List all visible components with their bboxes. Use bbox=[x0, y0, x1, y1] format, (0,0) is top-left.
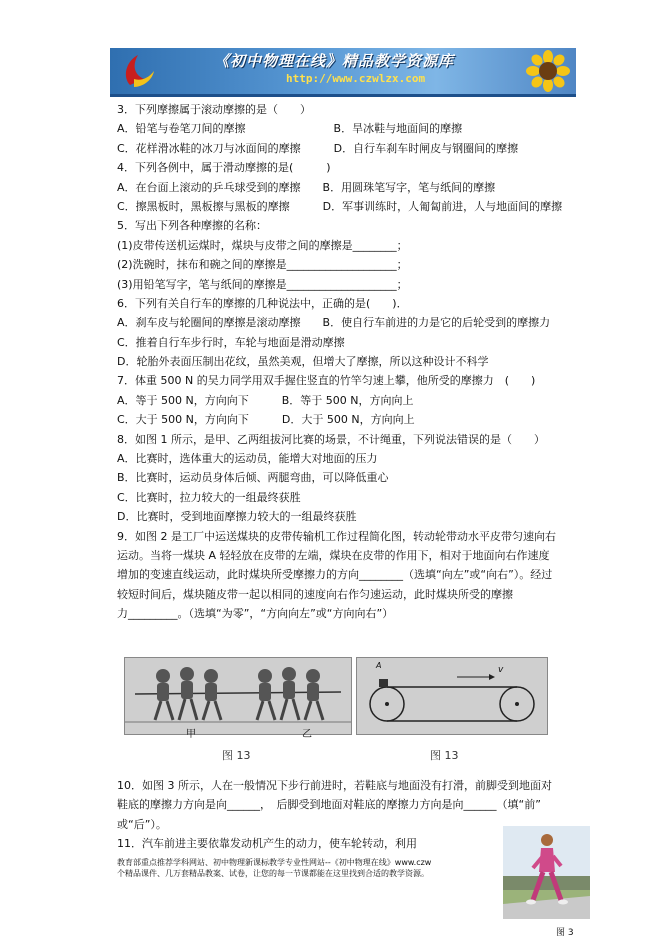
block-label: A bbox=[376, 661, 382, 670]
sunflower-icon bbox=[526, 50, 570, 92]
text-line: 10．如图 3 所示，人在一般情况下步行前进时，若鞋底与地面没有打滑，前脚受到地面对 bbox=[117, 779, 552, 792]
figure-row bbox=[124, 657, 548, 762]
figure-3-caption: 图 3 bbox=[556, 928, 574, 938]
text-line: A．刹车皮与轮圈间的摩擦是滚动摩擦 B．使自行车前进的力是它的后轮受到的摩擦力 bbox=[117, 316, 551, 330]
text-line: 鞋底的摩擦力方向是向______， 后脚受到地面对鞋底的摩擦力方向是向______（填“前” bbox=[117, 798, 541, 812]
text-line: 9．如图 2 是工厂中运送煤块的皮带传输机工作过程简化图，转动轮带动水平皮带匀速向右 bbox=[117, 529, 556, 543]
text-line: C．擦黑板时，黑板擦与黑板的摩擦 D．军事训练时，人匍匐前进，人与地面间的摩擦 bbox=[117, 199, 563, 213]
footer-line: 个精品课件、几万套精品教案、试卷，让您的每一节课都能在这里找到合适的教学资源。 bbox=[117, 869, 429, 878]
text-line: D．比赛时，受到地面摩擦力较大的一组最终获胜 bbox=[117, 510, 357, 524]
text-line: 7．体重 500 N 的吴力同学用双手握住竖直的竹竿匀速上攀，他所受的摩擦力 ( ) bbox=[117, 374, 536, 388]
text-line: A．比赛时，选体重大的运动员，能增大对地面的压力 bbox=[117, 452, 378, 466]
velocity-label: v bbox=[498, 665, 504, 675]
text-line: D．轮胎外表面压制出花纹，虽然美观，但增大了摩擦，所以这种设计不科学 bbox=[117, 355, 489, 369]
text-line: C．比赛时，拉力较大的一组最终获胜 bbox=[117, 490, 301, 504]
footer-line: 教育部重点推荐学科网站、初中物理新课标教学专业性网站--《初中物理在线》www.czw bbox=[117, 858, 432, 867]
text-line: C．花样滑冰鞋的冰刀与冰面间的摩擦 D．自行车刹车时闸皮与钢圈间的摩擦 bbox=[117, 141, 519, 155]
text-line: 4．下列各例中，属于滑动摩擦的是( ) bbox=[117, 161, 331, 175]
text-line: 力_________。（选填“为零”，“方向向左”或“方向向右”） bbox=[117, 607, 394, 621]
text-line: 3．下列摩擦属于滚动摩擦的是（ ） bbox=[117, 103, 311, 116]
team-a-label: 甲 bbox=[186, 729, 196, 740]
text-line: (2)洗碗时，抹布和碗之间的摩擦是____________________； bbox=[117, 258, 408, 272]
walking-woman-figure bbox=[503, 826, 590, 919]
text-line: C．推着自行车步行时，车轮与地面是滑动摩擦 bbox=[117, 335, 345, 349]
tug-of-war-illustration bbox=[125, 658, 351, 734]
text-line: C．大于 500 N，方向向下 D．大于 500 N，方向向上 bbox=[117, 413, 415, 427]
text-line: 较短时间后，煤块随皮带一起以相同的速度向右作匀速运动，此时煤块所受的摩擦 bbox=[117, 587, 513, 601]
text-line: A．在台面上滚动的乒乓球受到的摩擦 B．用圆珠笔写字，笔与纸间的摩擦 bbox=[117, 180, 496, 194]
text-line: 或“后”）。 bbox=[117, 817, 167, 831]
figure-caption-left: 图 13 bbox=[222, 749, 251, 762]
site-logo-icon bbox=[118, 51, 158, 91]
conveyor-figure bbox=[356, 657, 548, 735]
text-line: 5．写出下列各种摩擦的名称： bbox=[117, 219, 267, 233]
text-line: 8．如图 1 所示，是甲、乙两组拔河比赛的场景，不计绳重，下列说法错误的是（ ） bbox=[117, 432, 545, 446]
text-line: 增加的变速直线运动，此时煤块所受摩擦力的方向________（选填“向左”或“向右”）。经过 bbox=[117, 568, 553, 582]
text-line: (1)皮带传送机运煤时，煤块与皮带之间的摩擦是________； bbox=[117, 238, 408, 252]
question-body bbox=[117, 100, 579, 624]
text-line: 运动。当将一煤块 A 轻轻放在皮带的左端，煤块在皮带的作用下，相对于地面向右作速度 bbox=[117, 548, 550, 562]
text-line: 6．下列有关自行车的摩擦的几种说法中，正确的是( )． bbox=[117, 296, 408, 310]
text-line: (3)用铅笔写字，笔与纸间的摩擦是____________________； bbox=[117, 277, 408, 291]
header-banner bbox=[110, 48, 576, 97]
team-b-label: 乙 bbox=[302, 729, 312, 740]
text-line: B．比赛时，运动员身体后倾、两腿弯曲，可以降低重心 bbox=[117, 471, 389, 485]
conveyor-belt-illustration bbox=[357, 658, 547, 734]
text-line: A．等于 500 N，方向向下 B．等于 500 N，方向向上 bbox=[117, 393, 414, 407]
site-title: 《初中物理在线》精品教学资源库 bbox=[214, 52, 455, 70]
page-footer bbox=[117, 857, 431, 879]
text-line: 11．汽车前进主要依靠发动机产生的动力，使车轮转动，利用 bbox=[117, 837, 417, 851]
text-line: A．铅笔与卷笔刀间的摩擦 B．旱冰鞋与地面间的摩擦 bbox=[117, 122, 463, 136]
figure-caption-right: 图 13 bbox=[430, 749, 459, 762]
tug-of-war-figure bbox=[124, 657, 352, 735]
site-url[interactable]: http://www.czwlzx.com bbox=[286, 72, 426, 85]
